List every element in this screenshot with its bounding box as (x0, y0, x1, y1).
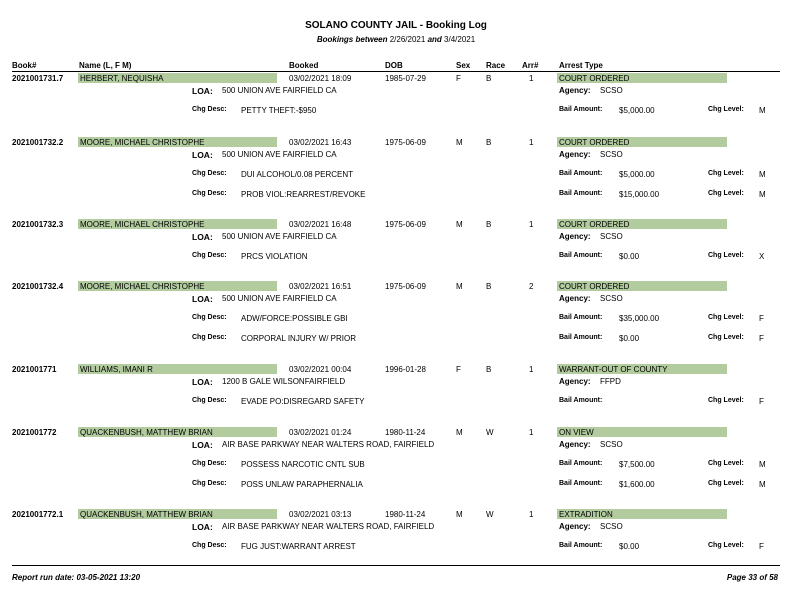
loa-value: AIR BASE PARKWAY NEAR WALTERS ROAD, FAIRFIELD (222, 522, 435, 531)
date-to: 3/4/2021 (444, 35, 476, 44)
race: B (486, 220, 492, 229)
dob: 1980-11-24 (385, 510, 426, 519)
arrest-number: 1 (529, 510, 534, 519)
charge-description: POSS UNLAW PARAPHERNALIA (241, 480, 363, 489)
book-number: 2021001732.3 (12, 220, 64, 229)
charge-level: M (759, 106, 766, 115)
arrest-type: COURT ORDERED (559, 220, 630, 229)
agency-label: Agency: (559, 86, 591, 95)
col-header-arr: Arr# (522, 61, 539, 70)
col-header-race: Race (486, 61, 506, 70)
bail-amount: $0.00 (619, 542, 640, 551)
loa-label: LOA: (192, 232, 213, 242)
bail-amount-label: Bail Amount: (559, 170, 603, 177)
charge-level: F (759, 314, 764, 323)
agency-value: SCSO (600, 294, 623, 303)
subtitle-and: and (427, 35, 442, 44)
agency-label: Agency: (559, 232, 591, 241)
charge-level: X (759, 252, 765, 261)
col-header-book: Book# (12, 61, 37, 70)
agency-value: FFPD (600, 377, 621, 386)
arrest-type: WARRANT-OUT OF COUNTY (559, 365, 668, 374)
loa-value: 1200 B GALE WILSONFAIRFIELD (222, 377, 346, 386)
arrest-number: 1 (529, 74, 534, 83)
loa-value: 500 UNION AVE FAIRFIELD CA (222, 294, 337, 303)
agency-value: SCSO (600, 522, 623, 531)
inmate-name: MOORE, MICHAEL CHRISTOPHE (80, 282, 205, 291)
charge-description: DUI ALCOHOL/0.08 PERCENT (241, 170, 354, 179)
bail-amount-label: Bail Amount: (559, 190, 603, 197)
race: B (486, 365, 492, 374)
chg-desc-label: Chg Desc: (192, 106, 227, 113)
charge-level: F (759, 334, 764, 343)
booked-datetime: 03/02/2021 01:24 (289, 428, 352, 437)
date-from: 2/26/2021 (389, 35, 426, 44)
loa-label: LOA: (192, 150, 213, 160)
charge-level: M (759, 480, 766, 489)
book-number: 2021001771 (12, 365, 57, 374)
bail-amount: $7,500.00 (619, 460, 655, 469)
charge-description: PETTY THEFT:-$950 (241, 106, 317, 115)
loa-label: LOA: (192, 522, 213, 532)
arrest-type: EXTRADITION (559, 510, 613, 519)
charge-level: M (759, 460, 766, 469)
charge-level: M (759, 170, 766, 179)
charge-description: PRCS VIOLATION (241, 252, 308, 261)
chg-level-label: Chg Level: (708, 334, 744, 341)
sex: M (456, 282, 463, 291)
loa-label: LOA: (192, 377, 213, 387)
inmate-name: HERBERT, NEQUISHA (80, 74, 164, 83)
book-number: 2021001772.1 (12, 510, 64, 519)
charge-level: M (759, 190, 766, 199)
chg-level-label: Chg Level: (708, 252, 744, 259)
chg-level-label: Chg Level: (708, 542, 744, 549)
subtitle-prefix: Bookings between (316, 35, 388, 44)
charge-description: POSSESS NARCOTIC CNTL SUB (241, 460, 365, 469)
loa-label: LOA: (192, 294, 213, 304)
agency-value: SCSO (600, 232, 623, 241)
agency-label: Agency: (559, 150, 591, 159)
charge-description: ADW/FORCE:POSSIBLE GBI (241, 314, 348, 323)
inmate-name: MOORE, MICHAEL CHRISTOPHE (80, 220, 205, 229)
inmate-name: WILLIAMS, IMANI R (80, 365, 153, 374)
page-number: Page 33 of 58 (726, 573, 778, 582)
chg-level-label: Chg Level: (708, 397, 744, 404)
booked-datetime: 03/02/2021 03:13 (289, 510, 352, 519)
arrest-number: 1 (529, 428, 534, 437)
col-header-name: Name (L, F M) (79, 61, 132, 70)
sex: M (456, 138, 463, 147)
report-title: SOLANO COUNTY JAIL - Booking Log (305, 20, 487, 31)
col-header-dob: DOB (385, 61, 403, 70)
agency-label: Agency: (559, 294, 591, 303)
dob: 1996-01-28 (385, 365, 426, 374)
sex: F (456, 365, 461, 374)
chg-desc-label: Chg Desc: (192, 190, 227, 197)
arrest-number: 1 (529, 220, 534, 229)
arrest-number: 1 (529, 365, 534, 374)
bail-amount-label: Bail Amount: (559, 397, 603, 404)
chg-desc-label: Chg Desc: (192, 397, 227, 404)
arrest-type: COURT ORDERED (559, 74, 630, 83)
chg-desc-label: Chg Desc: (192, 542, 227, 549)
bail-amount: $1,600.00 (619, 480, 655, 489)
agency-label: Agency: (559, 377, 591, 386)
chg-level-label: Chg Level: (708, 480, 744, 487)
charge-level: F (759, 397, 764, 406)
booked-datetime: 03/02/2021 16:48 (289, 220, 352, 229)
bail-amount: $35,000.00 (619, 314, 660, 323)
charge-level: F (759, 542, 764, 551)
agency-value: SCSO (600, 440, 623, 449)
bail-amount-label: Bail Amount: (559, 480, 603, 487)
booked-datetime: 03/02/2021 16:51 (289, 282, 352, 291)
inmate-name: MOORE, MICHAEL CHRISTOPHE (80, 138, 205, 147)
book-number: 2021001772 (12, 428, 57, 437)
arrest-number: 2 (529, 282, 534, 291)
agency-label: Agency: (559, 522, 591, 531)
inmate-name: QUACKENBUSH, MATTHEW BRIAN (80, 428, 213, 437)
inmate-name: QUACKENBUSH, MATTHEW BRIAN (80, 510, 213, 519)
booked-datetime: 03/02/2021 00:04 (289, 365, 352, 374)
chg-desc-label: Chg Desc: (192, 460, 227, 467)
bail-amount: $5,000.00 (619, 170, 655, 179)
chg-level-label: Chg Level: (708, 106, 744, 113)
sex: M (456, 510, 463, 519)
bail-amount-label: Bail Amount: (559, 542, 603, 549)
book-number: 2021001731.7 (12, 74, 64, 83)
arrest-type: COURT ORDERED (559, 138, 630, 147)
race: B (486, 138, 492, 147)
chg-level-label: Chg Level: (708, 170, 744, 177)
agency-value: SCSO (600, 150, 623, 159)
chg-level-label: Chg Level: (708, 460, 744, 467)
book-number: 2021001732.4 (12, 282, 64, 291)
loa-label: LOA: (192, 440, 213, 450)
dob: 1985-07-29 (385, 74, 426, 83)
race: W (486, 510, 494, 519)
charge-description: EVADE PO:DISREGARD SAFETY (241, 397, 365, 406)
dob: 1975-06-09 (385, 282, 426, 291)
footer-divider (12, 565, 780, 566)
header-divider (12, 71, 780, 72)
arrest-number: 1 (529, 138, 534, 147)
dob: 1975-06-09 (385, 220, 426, 229)
bail-amount-label: Bail Amount: (559, 314, 603, 321)
chg-desc-label: Chg Desc: (192, 170, 227, 177)
booked-datetime: 03/02/2021 18:09 (289, 74, 352, 83)
bail-amount-label: Bail Amount: (559, 460, 603, 467)
loa-value: 500 UNION AVE FAIRFIELD CA (222, 232, 337, 241)
loa-value: 500 UNION AVE FAIRFIELD CA (222, 86, 337, 95)
dob: 1975-06-09 (385, 138, 426, 147)
col-header-sex: Sex (456, 61, 471, 70)
agency-label: Agency: (559, 440, 591, 449)
bail-amount-label: Bail Amount: (559, 334, 603, 341)
booked-datetime: 03/02/2021 16:43 (289, 138, 352, 147)
bail-amount: $15,000.00 (619, 190, 660, 199)
arrest-type: ON VIEW (559, 428, 594, 437)
charge-description: CORPORAL INJURY W/ PRIOR (241, 334, 356, 343)
col-header-arrest-type: Arrest Type (559, 61, 603, 70)
race: W (486, 428, 494, 437)
agency-value: SCSO (600, 86, 623, 95)
sex: M (456, 220, 463, 229)
arrest-type: COURT ORDERED (559, 282, 630, 291)
race: B (486, 74, 492, 83)
chg-desc-label: Chg Desc: (192, 480, 227, 487)
charge-description: PROB VIOL:REARREST/REVOKE (241, 190, 366, 199)
loa-label: LOA: (192, 86, 213, 96)
charge-description: FUG JUST:WARRANT ARREST (241, 542, 356, 551)
chg-desc-label: Chg Desc: (192, 314, 227, 321)
bail-amount: $5,000.00 (619, 106, 655, 115)
sex: F (456, 74, 461, 83)
bail-amount-label: Bail Amount: (559, 106, 603, 113)
loa-value: 500 UNION AVE FAIRFIELD CA (222, 150, 337, 159)
book-number: 2021001732.2 (12, 138, 64, 147)
bail-amount-label: Bail Amount: (559, 252, 603, 259)
report-run-date: Report run date: 03-05-2021 13:20 (12, 573, 141, 582)
bail-amount: $0.00 (619, 334, 640, 343)
dob: 1980-11-24 (385, 428, 426, 437)
chg-desc-label: Chg Desc: (192, 334, 227, 341)
chg-desc-label: Chg Desc: (192, 252, 227, 259)
bail-amount: $0.00 (619, 252, 640, 261)
chg-level-label: Chg Level: (708, 314, 744, 321)
loa-value: AIR BASE PARKWAY NEAR WALTERS ROAD, FAIRFIELD (222, 440, 435, 449)
sex: M (456, 428, 463, 437)
report-subtitle (0, 35, 792, 44)
col-header-booked: Booked (289, 61, 319, 70)
race: B (486, 282, 492, 291)
chg-level-label: Chg Level: (708, 190, 744, 197)
